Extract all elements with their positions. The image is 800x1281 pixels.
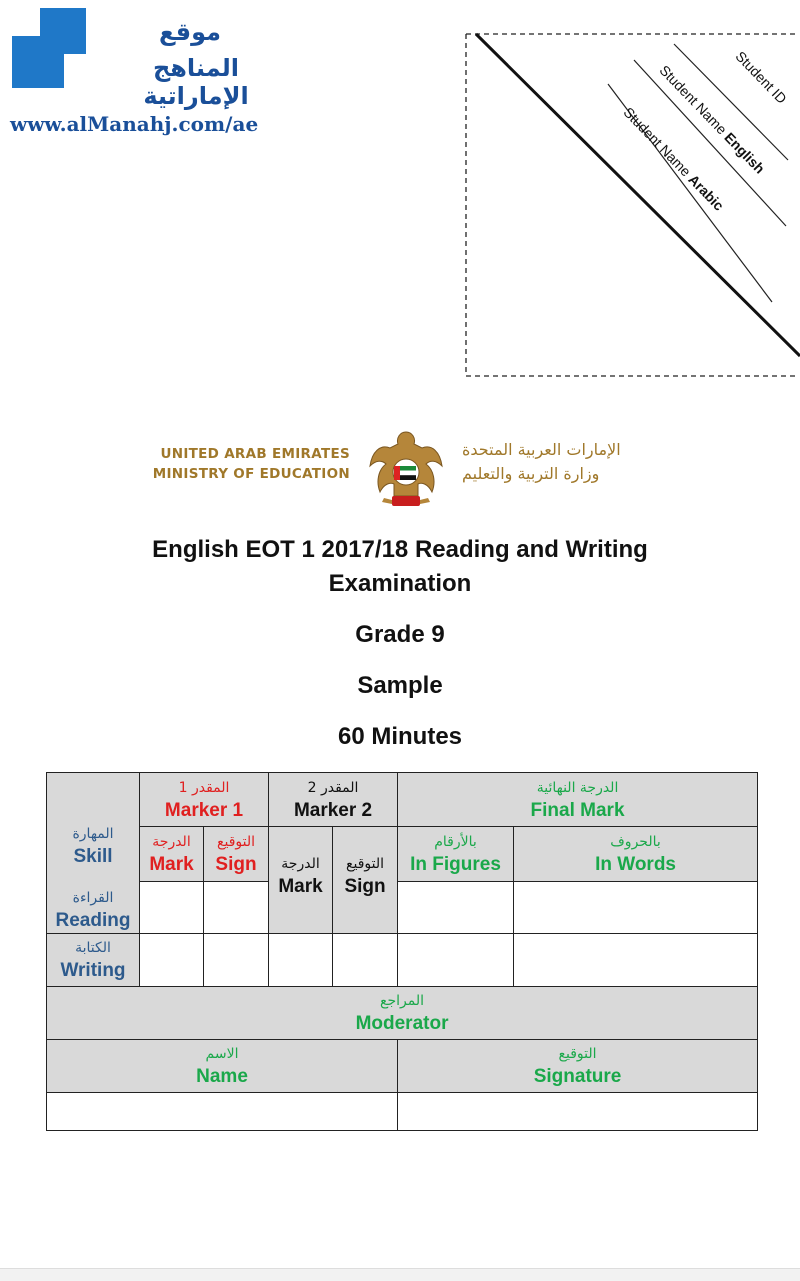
page-bottom-bar	[0, 1268, 800, 1281]
ministry-name-arabic: الإمارات العربية المتحدة وزارة التربية والتعليم	[462, 440, 621, 483]
reading-figures-cell[interactable]	[398, 882, 514, 934]
duration-heading: 60 Minutes	[337, 723, 463, 750]
moderator-signature-header: التوقيع Signature	[398, 1040, 758, 1093]
marker1-mark-header: الدرجة Mark	[140, 827, 204, 882]
student-info-triangle	[462, 30, 800, 380]
moderator-header: المراجع Moderator	[47, 987, 758, 1040]
moderator-signature-cell[interactable]	[398, 1093, 758, 1131]
student-id-label: Student ID	[732, 48, 790, 107]
writing-marker1-mark-cell[interactable]	[140, 934, 204, 987]
site-name-line1: موقع	[158, 18, 221, 46]
marker1-sign-header: التوقيع Sign	[204, 827, 269, 882]
sample-heading: Sample	[357, 672, 443, 699]
score-table	[46, 772, 758, 1131]
in-figures-header: بالأرقام In Figures	[398, 827, 514, 882]
exam-title-line2: Examination	[328, 570, 472, 597]
moderator-name-header: الاسم Name	[47, 1040, 398, 1093]
reading-marker1-mark-cell[interactable]	[140, 882, 204, 934]
writing-skill-label: الكتابة Writing	[47, 934, 140, 987]
writing-words-cell[interactable]	[514, 934, 758, 987]
student-name-english-label: Student Name English	[656, 62, 768, 177]
moderator-name-cell[interactable]	[47, 1093, 398, 1131]
marker1-header: المقدر 1 Marker 1	[140, 773, 269, 827]
ministry-name-english: UNITED ARAB EMIRATES MINISTRY OF EDUCATION	[152, 446, 350, 482]
student-name-arabic-label: Student Name Arabic	[620, 104, 728, 214]
writing-marker2-mark-cell[interactable]	[269, 934, 333, 987]
writing-marker2-sign-cell[interactable]	[333, 934, 398, 987]
site-url[interactable]: www.alManahj.com/ae	[10, 112, 259, 136]
grade-heading: Grade 9	[355, 621, 445, 648]
marker2-header: المقدر 2 Marker 2	[269, 773, 398, 827]
in-words-header: بالحروف In Words	[514, 827, 758, 882]
writing-figures-cell[interactable]	[398, 934, 514, 987]
site-name-line2: المناهج الإماراتية	[143, 54, 249, 110]
marker2-sign-header: التوقيع Sign	[333, 827, 398, 934]
skill-header: المهارة Skill القراءة Reading	[47, 773, 140, 934]
site-logo	[12, 8, 86, 94]
marker2-mark-header: الدرجة Mark	[269, 827, 333, 934]
exam-title-line1: English EOT 1 2017/18 Reading and Writing	[152, 536, 648, 563]
uae-emblem-icon	[364, 426, 448, 512]
reading-marker1-sign-cell[interactable]	[204, 882, 269, 934]
writing-marker1-sign-cell[interactable]	[204, 934, 269, 987]
final-mark-header: الدرجة النهائية Final Mark	[398, 773, 758, 827]
reading-words-cell[interactable]	[514, 882, 758, 934]
